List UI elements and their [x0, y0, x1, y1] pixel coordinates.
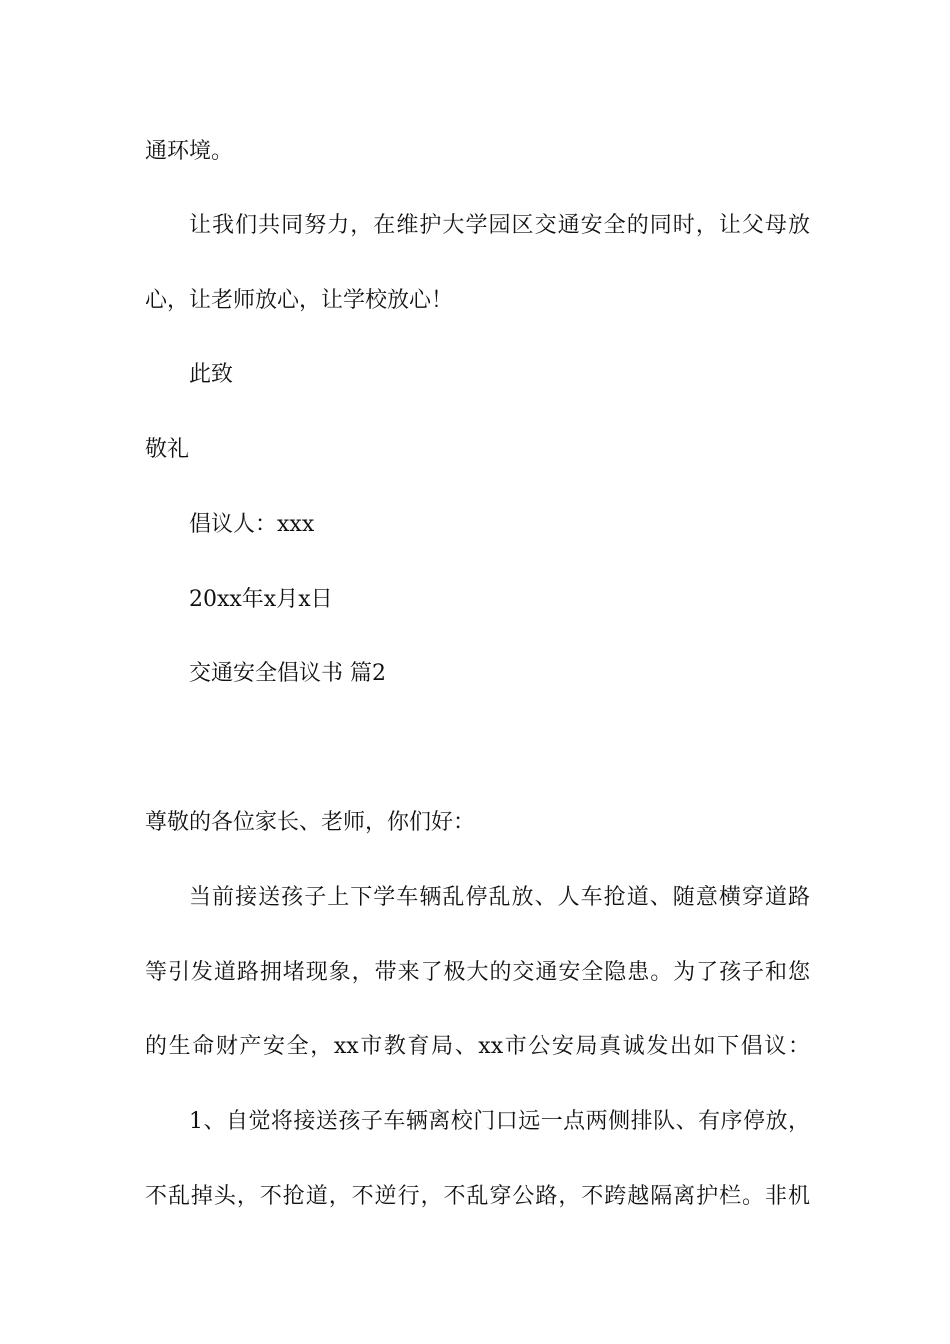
closing-regards: 敬礼 [145, 437, 190, 462]
list-item-line: 不乱掉头，不抢道，不逆行，不乱穿公路，不跨越隔离护栏。非机 [145, 1184, 810, 1209]
greeting-line: 尊敬的各位家长、老师，你们好： [145, 810, 476, 835]
paragraph-line: 心，让老师放心，让学校放心！ [145, 288, 454, 313]
paragraph-continuation-line: 通环境。 [145, 139, 234, 164]
paragraph-line: 的生命财产安全，xx市教育局、xx市公安局真诚发出如下倡议： [145, 1034, 810, 1059]
section-title: 交通安全倡议书 篇2 [189, 661, 386, 686]
closing-salutation: 此致 [189, 362, 234, 387]
paragraph-line: 让我们共同努力，在维护大学园区交通安全的同时，让父母放 [189, 213, 810, 238]
paragraph-line: 当前接送孩子上下学车辆乱停乱放、人车抢道、随意横穿道路 [189, 885, 810, 910]
paragraph-line: 等引发道路拥堵现象，带来了极大的交通安全隐患。为了孩子和您 [145, 960, 810, 985]
list-item-line: 1、自觉将接送孩子车辆离校门口远一点两侧排队、有序停放， [189, 1109, 810, 1134]
signature-line: 倡议人：xxx [189, 512, 315, 537]
date-line: 20xx年x月x日 [189, 587, 333, 612]
